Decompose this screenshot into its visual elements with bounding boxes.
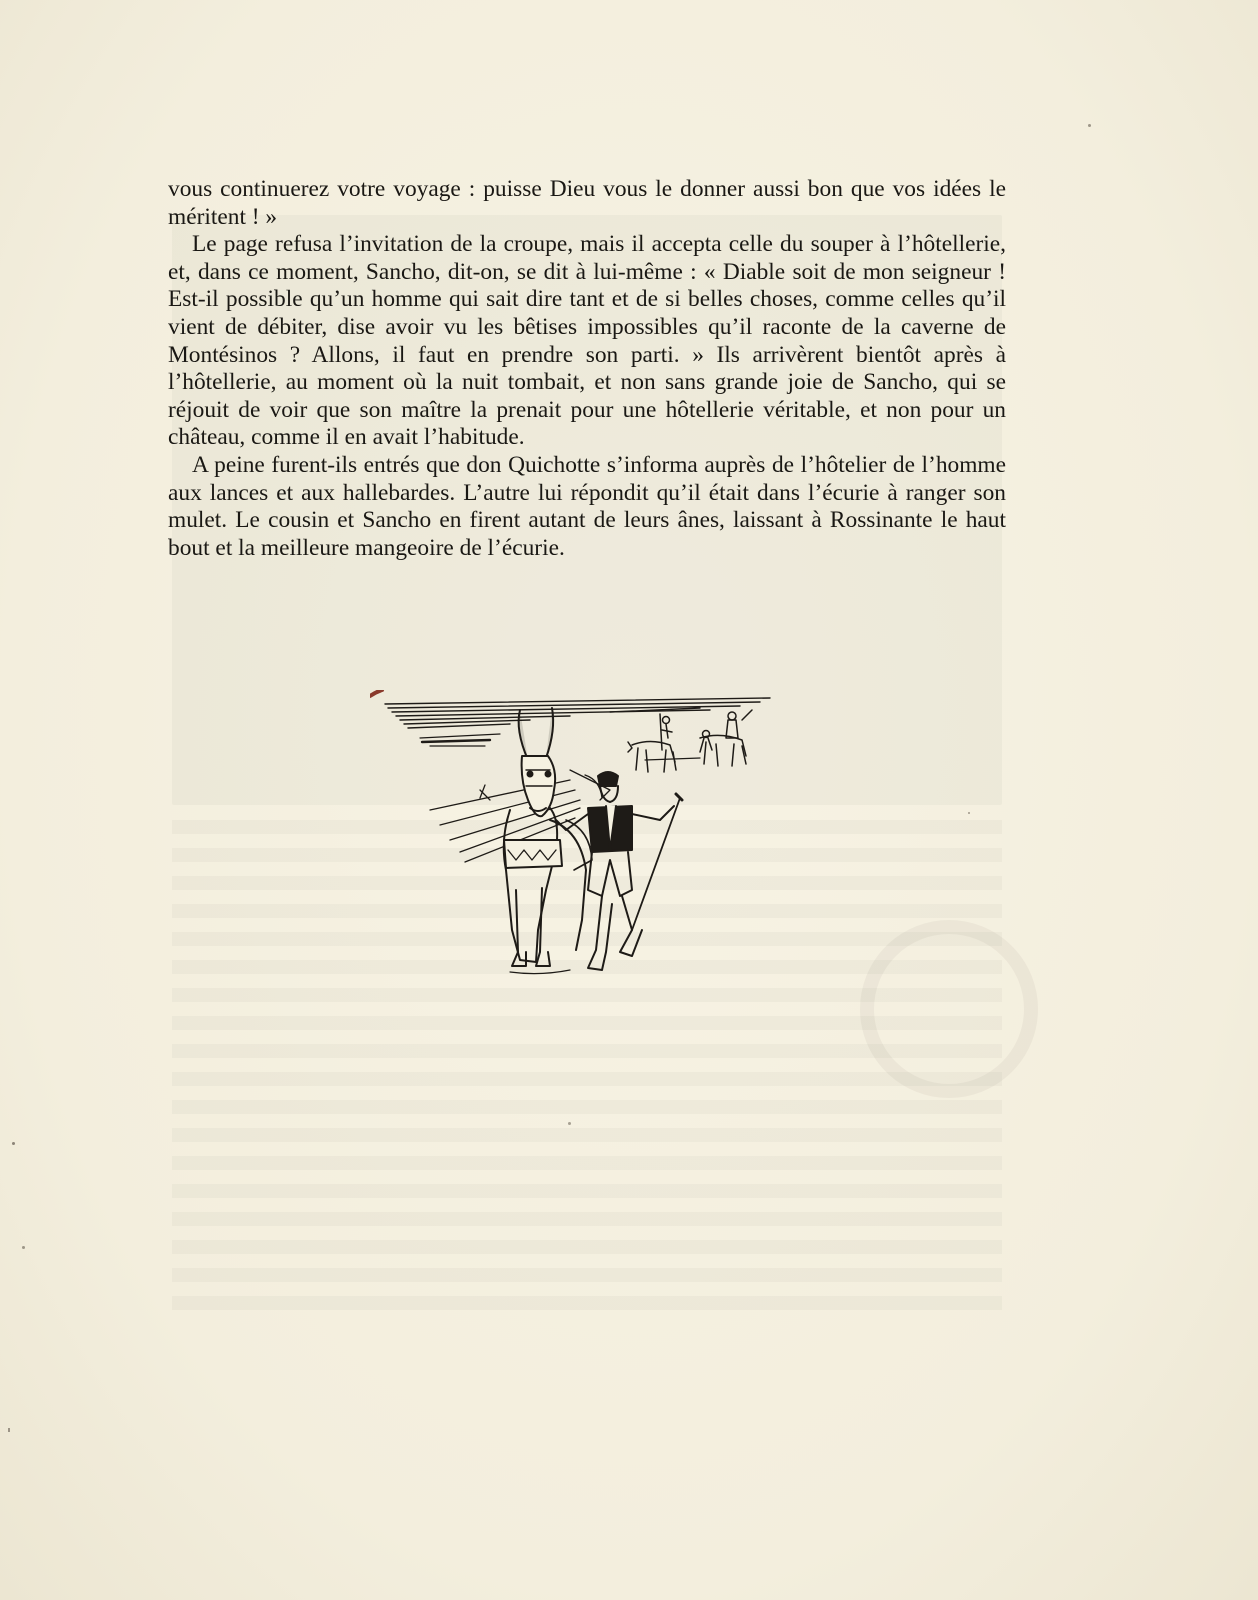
paragraph-2: Le page refusa l’invitation de la croupe, mais il accepta celle du souper à l’hôtellerie, et, dans ce moment, Sancho, dit-on, se dit à lui-même : « Diable soit de mon seigneur ! Est-il possible qu’un homme qui sait dire tant et de si belles choses, comme celles qu’il vient de débiter, dise avoir vu les bêtises impossibles qu’il raconte de la caverne de Montésinos ? Allons, il faut en prendre son parti. » Ils arrivèrent bientôt après à l’hôtellerie, au moment où la nuit tombait, et non sans grande joie de Sancho, qui se réjouit de voir que son maître la prenait pour une hôtellerie véritable, et non pour un château, comme il en avait l’habitude.: [168, 231, 1006, 451]
distant-riders: [628, 710, 752, 772]
mule-and-driver-illustration-icon: [370, 690, 790, 1010]
paragraph-1: vous continuerez votre voyage : puisse Dieu vous le donner aussi bon que vos idées le méritent ! »: [168, 176, 1006, 230]
show-through-initial: [860, 920, 1038, 1098]
scan-speck: [968, 812, 970, 814]
paragraph-3: A peine furent-ils entrés que don Quichotte s’informa auprès de l’hôtelier de l’homme aux lances et aux hallebardes. L’autre lui répondit qu’il était dans l’écurie à ranger son mulet. Le cousin et Sancho en firent autant de leurs ânes, laissant à Rossinante le haut bout et la meilleure mangeoire de l’écurie.: [168, 451, 1006, 561]
landscape: [420, 734, 700, 760]
scan-speck: [22, 1246, 25, 1249]
body-text: [168, 176, 1006, 562]
mule: [504, 708, 592, 974]
scan-speck: [8, 1428, 10, 1432]
scan-speck: [12, 1142, 15, 1145]
scan-speck: [568, 1122, 571, 1125]
sky-hatching: [385, 698, 770, 728]
accent-stroke: [370, 690, 382, 696]
scan-speck: [1088, 124, 1091, 127]
